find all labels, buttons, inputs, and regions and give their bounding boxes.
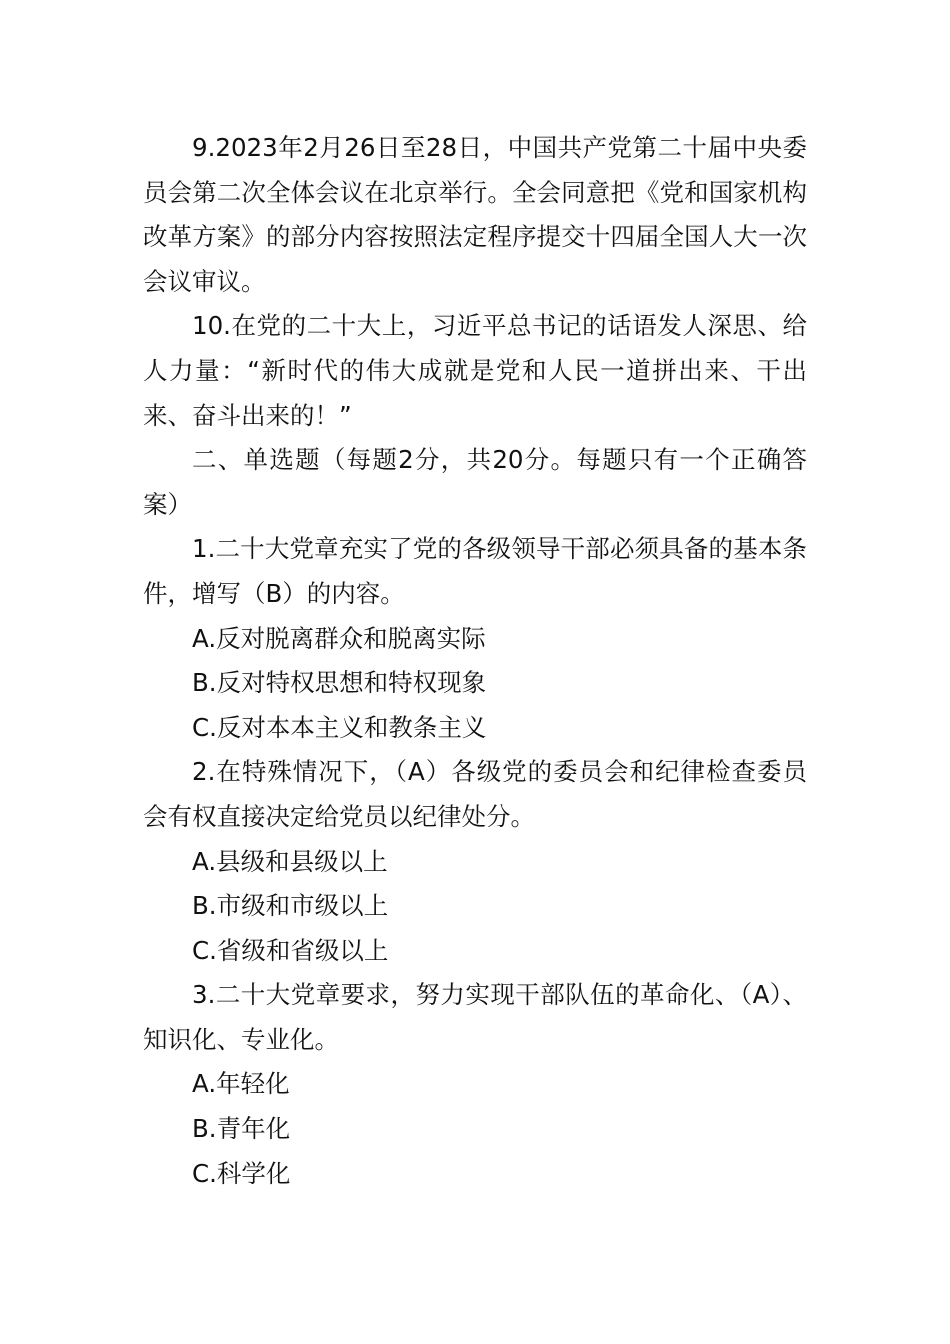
question-2-option-a: A.县级和县级以上 [192,846,388,876]
question-2-option-c: C.省级和省级以上 [192,935,389,965]
question-2-option-b: B.市级和市级以上 [192,891,389,921]
paragraph-item-10: 10.在党的二十大上，习近平总书记的话语发人深思、给人力量：“新时代的伟大成就是党和人民一道拼出来、干出来、奋斗出来的！” [143,311,807,430]
question-1-option-c: C.反对本本主义和教条主义 [192,712,487,742]
question-stem-1: 1.二十大党章充实了党的各级领导干部必须具备的基本条件，增写（B）的内容。 [143,534,807,608]
question-1-option-a: A.反对脱离群众和脱离实际 [192,623,486,653]
question-1-option-b: B.反对特权思想和特权现象 [192,668,487,698]
question-3-option-a: A.年轻化 [192,1069,290,1099]
document-body [143,126,807,1196]
paragraph-item-9: 9.2023年2月26日至28日，中国共产党第二十届中央委员会第二次全体会议在北京举行。全会同意把《党和国家机构改革方案》的部分内容按照法定程序提交十四届全国人大一次会议审议。 [143,133,807,296]
question-3-option-c: C.科学化 [192,1158,291,1188]
question-3-option-b: B.青年化 [192,1114,291,1144]
question-stem-2: 2.在特殊情况下，（A）各级党的委员会和纪律检查委员会有权直接决定给党员以纪律处分。 [143,757,807,831]
section-heading: 二、单选题（每题2分，共20分。每题只有一个正确答案） [143,445,807,519]
question-stem-3: 3.二十大党章要求，努力实现干部队伍的革命化、（A）、知识化、专业化。 [143,980,807,1054]
